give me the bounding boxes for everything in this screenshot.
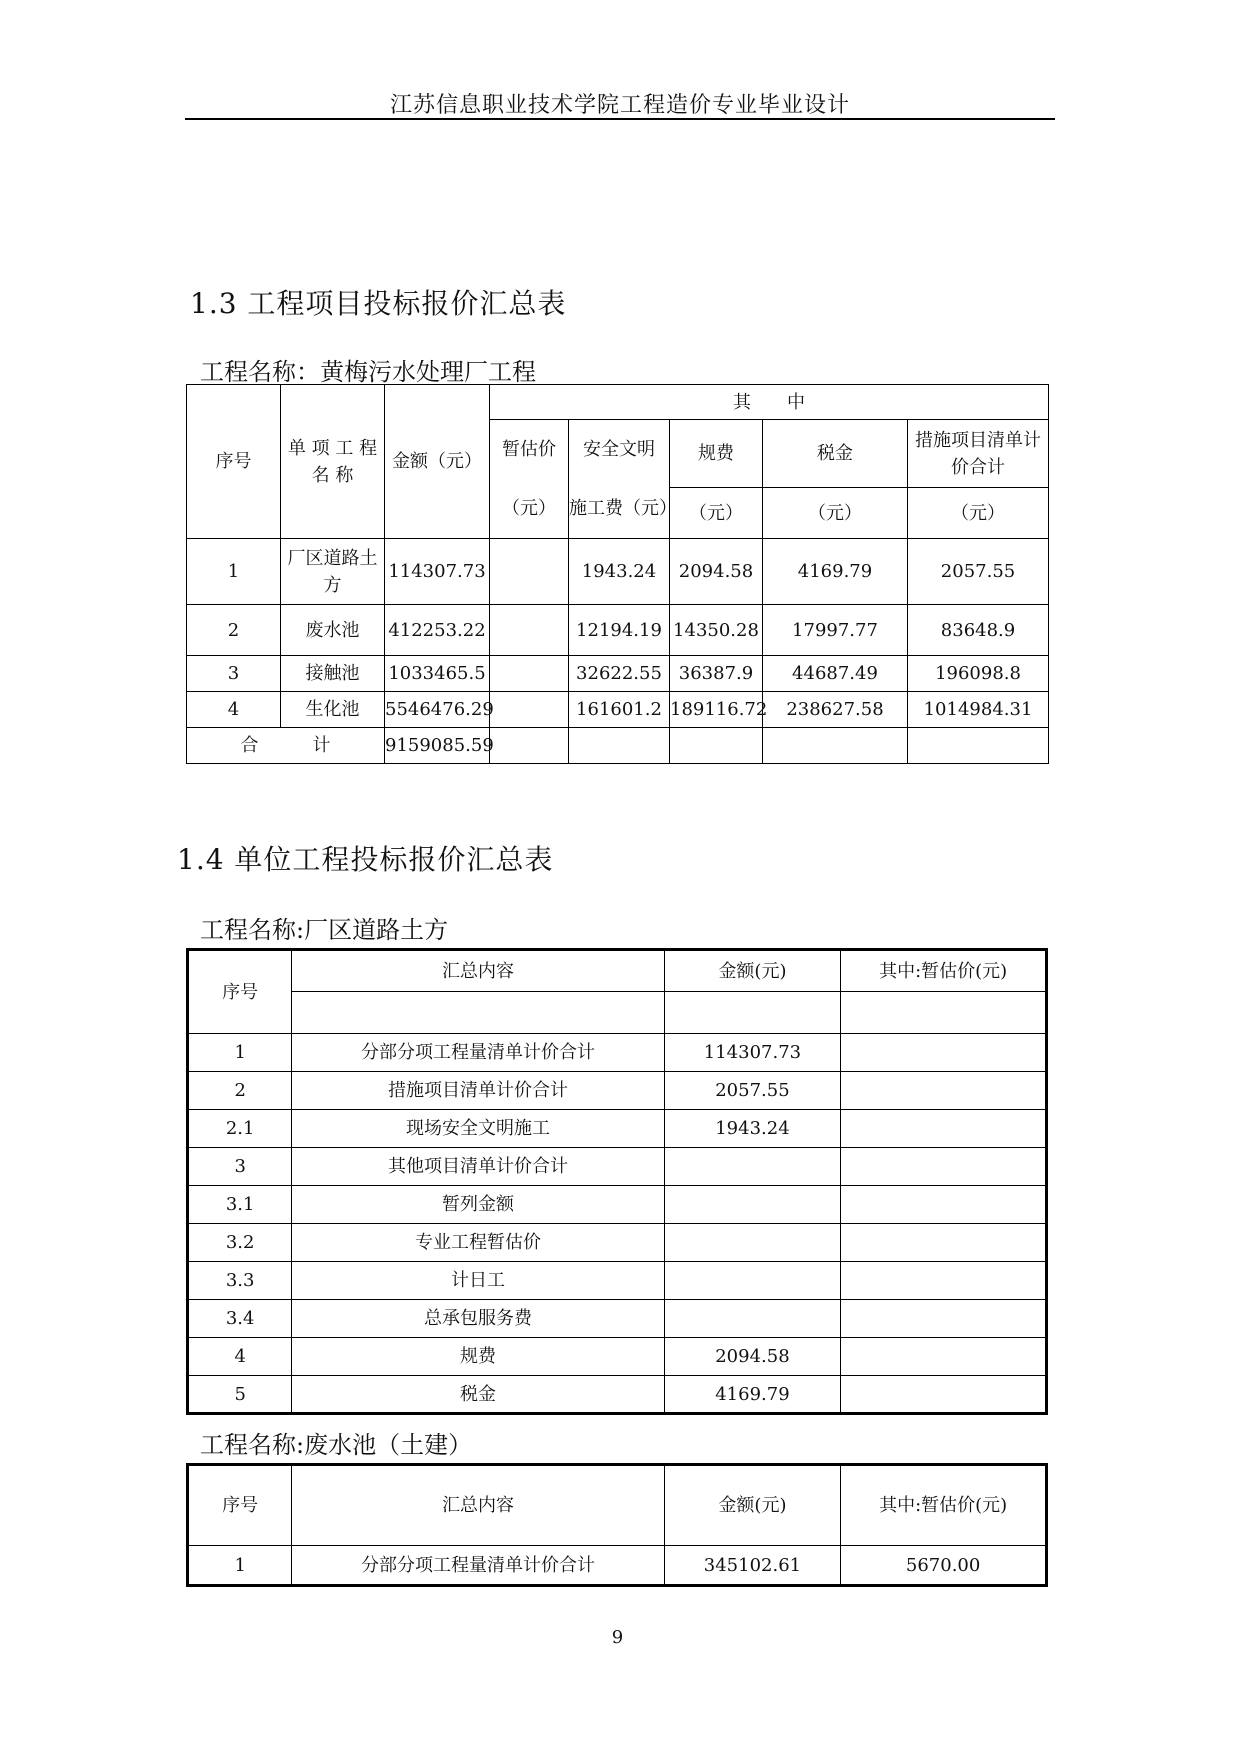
header-of-which: 其 中: [490, 385, 1049, 420]
table-row: [188, 1300, 1047, 1338]
row-content: 其他项目清单计价合计: [292, 1148, 664, 1186]
row-seq: 3.3: [188, 1262, 292, 1300]
row-seq: 5: [188, 1376, 292, 1414]
row-content: 专业工程暂估价: [292, 1224, 664, 1262]
row-safety: 12194.19: [569, 605, 670, 656]
section-1-3-title: 1.3 工程项目投标报价汇总表: [190, 287, 567, 320]
row-safety: 161601.2: [569, 692, 670, 728]
header-seq: 序号: [188, 950, 292, 1034]
row-amount: 412253.22: [385, 605, 490, 656]
row-content: 现场安全文明施工: [292, 1110, 664, 1148]
empty-cell: [292, 992, 664, 1034]
empty-cell: [670, 728, 763, 764]
row-content: 暂列金额: [292, 1186, 664, 1224]
header-amount: 金额(元): [664, 950, 841, 992]
table-row: [187, 539, 1049, 605]
table-total-row: [187, 728, 1049, 764]
row-provisional: [841, 1338, 1047, 1376]
table-row: [188, 1262, 1047, 1300]
row-fees: 36387.9: [670, 656, 763, 692]
row-item-name: 废水池: [281, 605, 385, 656]
row-amount: [664, 1186, 841, 1224]
row-content: 规费: [292, 1338, 664, 1376]
table-row: [188, 1546, 1047, 1586]
header-provisional: 其中:暂估价(元): [841, 950, 1047, 992]
table-row: [188, 1338, 1047, 1376]
table-row: [188, 1148, 1047, 1186]
row-amount: 4169.79: [664, 1376, 841, 1414]
empty-cell: [490, 728, 569, 764]
row-amount: 1943.24: [664, 1110, 841, 1148]
row-content: 分部分项工程量清单计价合计: [292, 1034, 664, 1072]
row-amount: 1033465.5: [385, 656, 490, 692]
row-provisional: [841, 1034, 1047, 1072]
header-item-name: 单 项 工 程 名 称: [281, 385, 385, 539]
table-row: [187, 656, 1049, 692]
row-amount: 2057.55: [664, 1072, 841, 1110]
header-safety: 安全文明 施工费（元）: [569, 420, 670, 539]
row-seq: 3.4: [188, 1300, 292, 1338]
unit-project-name-road: 工程名称:厂区道路土方: [200, 916, 449, 944]
header-provisional: 其中:暂估价(元): [841, 1465, 1047, 1546]
table-header-row: [188, 992, 1047, 1034]
empty-cell: [908, 728, 1049, 764]
header-seq: 序号: [188, 1465, 292, 1546]
row-provisional: [490, 605, 569, 656]
row-seq: 3: [188, 1148, 292, 1186]
unit-summary-table-road: [186, 948, 1048, 1415]
row-amount: [664, 1262, 841, 1300]
header-tax-unit: （元）: [763, 488, 908, 539]
row-tax: 17997.77: [763, 605, 908, 656]
row-seq: 2.1: [188, 1110, 292, 1148]
header-amount: 金额（元）: [385, 385, 490, 539]
header-provisional: 暂估价 （元）: [490, 420, 569, 539]
row-seq: 4: [188, 1338, 292, 1376]
row-content: 措施项目清单计价合计: [292, 1072, 664, 1110]
row-amount: 2094.58: [664, 1338, 841, 1376]
row-provisional: [841, 1224, 1047, 1262]
row-provisional: [841, 1072, 1047, 1110]
row-provisional: [841, 1262, 1047, 1300]
row-item-name: 接触池: [281, 656, 385, 692]
row-seq: 1: [188, 1034, 292, 1072]
row-provisional: [841, 1300, 1047, 1338]
table-row: [187, 605, 1049, 656]
page-number: 9: [611, 1627, 624, 1648]
header-content: 汇总内容: [292, 1465, 664, 1546]
header-content: 汇总内容: [292, 950, 664, 992]
table-row: [188, 1376, 1047, 1414]
row-measures: 196098.8: [908, 656, 1049, 692]
total-label: 合 计: [187, 728, 385, 764]
total-amount: 9159085.59: [385, 728, 490, 764]
row-provisional: [841, 1148, 1047, 1186]
section-1-4-title: 1.4 单位工程投标报价汇总表: [177, 843, 554, 876]
row-amount: [664, 1300, 841, 1338]
table-row: [188, 1072, 1047, 1110]
project-summary-table: [186, 384, 1049, 764]
table-row: [188, 1034, 1047, 1072]
row-seq: 2: [188, 1072, 292, 1110]
row-seq: 1: [188, 1546, 292, 1586]
row-seq: 1: [187, 539, 281, 605]
header-amount: 金额(元): [664, 1465, 841, 1546]
row-seq: 3: [187, 656, 281, 692]
row-provisional: [841, 1376, 1047, 1414]
row-content: 分部分项工程量清单计价合计: [292, 1546, 664, 1586]
row-item-name: 生化池: [281, 692, 385, 728]
table-header-row: [188, 1465, 1047, 1546]
row-content: 总承包服务费: [292, 1300, 664, 1338]
row-seq: 3.2: [188, 1224, 292, 1262]
header-tax: 税金: [763, 420, 908, 488]
row-content: 税金: [292, 1376, 664, 1414]
table-row: [187, 692, 1049, 728]
empty-cell: [763, 728, 908, 764]
header-fees-unit: （元）: [670, 488, 763, 539]
row-provisional: 5670.00: [841, 1546, 1047, 1586]
row-content: 计日工: [292, 1262, 664, 1300]
header-measures: 措施项目清单计 价合计: [908, 420, 1049, 488]
row-seq: 3.1: [188, 1186, 292, 1224]
section-1-3-project-name: 工程名称：黄梅污水处理厂工程: [200, 358, 536, 386]
row-amount: 345102.61: [664, 1546, 841, 1586]
empty-cell: [841, 992, 1047, 1034]
unit-summary-table-wastewater: [186, 1463, 1048, 1587]
row-amount: 114307.73: [385, 539, 490, 605]
row-provisional: [490, 539, 569, 605]
row-measures: 83648.9: [908, 605, 1049, 656]
row-provisional: [841, 1110, 1047, 1148]
row-fees: 14350.28: [670, 605, 763, 656]
row-tax: 4169.79: [763, 539, 908, 605]
row-provisional: [841, 1186, 1047, 1224]
table-row: [188, 1186, 1047, 1224]
row-tax: 238627.58: [763, 692, 908, 728]
header-fees: 规费: [670, 420, 763, 488]
table-header-row: [187, 385, 1049, 420]
table-header-row: [188, 950, 1047, 992]
row-measures: 1014984.31: [908, 692, 1049, 728]
row-safety: 32622.55: [569, 656, 670, 692]
empty-cell: [569, 728, 670, 764]
row-item-name: 厂区道路土 方: [281, 539, 385, 605]
row-amount: [664, 1148, 841, 1186]
header-measures-unit: （元）: [908, 488, 1049, 539]
table-row: [188, 1110, 1047, 1148]
row-seq: 4: [187, 692, 281, 728]
row-amount: 5546476.29: [385, 692, 490, 728]
unit-project-name-wastewater: 工程名称:废水池（土建）: [200, 1431, 473, 1459]
row-fees: 2094.58: [670, 539, 763, 605]
row-measures: 2057.55: [908, 539, 1049, 605]
table-row: [188, 1224, 1047, 1262]
row-amount: [664, 1224, 841, 1262]
row-provisional: [490, 692, 569, 728]
running-header: 江苏信息职业技术学院工程造价专业毕业设计: [389, 93, 850, 118]
header-rule: [185, 118, 1055, 120]
row-tax: 44687.49: [763, 656, 908, 692]
header-seq: 序号: [187, 385, 281, 539]
row-amount: 114307.73: [664, 1034, 841, 1072]
row-fees: 189116.72: [670, 692, 763, 728]
row-seq: 2: [187, 605, 281, 656]
empty-cell: [664, 992, 841, 1034]
row-provisional: [490, 656, 569, 692]
row-safety: 1943.24: [569, 539, 670, 605]
